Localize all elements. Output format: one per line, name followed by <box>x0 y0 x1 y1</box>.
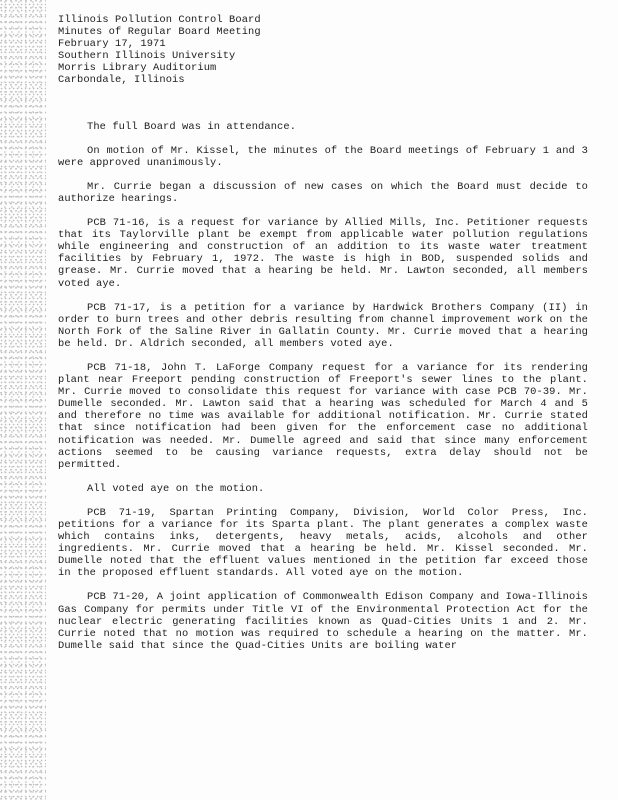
paragraph-pcb-71-20: PCB 71-20, A joint application of Commonwealth Edison Company and Iowa-Illinois Gas Company for permits under Title VI of the Environmental Protection Act for the nuclear electric generating facilities known as Quad-Cities Units 1 and 2. Mr. Currie noted that no motion was required to schedule a hearing on the matter. Mr. Dumelle said that since the Quad-Cities Units are boiling water <box>58 591 588 652</box>
paragraph-pcb-71-17: PCB 71-17, is a petition for a variance by Hardwick Brothers Company (II) in order to burn trees and other debris resulting from channel improvement work on the North Fork of the Saline River in Gallatin County. Mr. Currie moved that a hearing be held. Dr. Aldrich seconded, all members voted aye. <box>58 301 588 350</box>
minutes-text <box>58 14 588 662</box>
header-university: Southern Illinois University <box>58 50 236 63</box>
header-meeting-type: Minutes of Regular Board Meeting <box>58 26 261 39</box>
paragraph-minutes-approval: On motion of Mr. Kissel, the minutes of the Board meetings of February 1 and 3 were approved unanimously. <box>58 144 588 169</box>
document-header <box>58 14 588 87</box>
paragraph-vote: All voted aye on the motion. <box>87 482 265 495</box>
paragraph-attendance: The full Board was in attendance. <box>87 120 297 133</box>
paragraph-new-cases: Mr. Currie began a discussion of new cases on which the Board must decide to authorize hearings. <box>58 180 588 205</box>
header-city: Carbondale, Illinois <box>58 74 185 87</box>
header-location: Morris Library Auditorium <box>58 62 217 75</box>
header-board-name: Illinois Pollution Control Board <box>58 14 261 26</box>
paragraph-pcb-71-18: PCB 71-18, John T. LaForge Company request for a variance for its rendering plant near Freeport pending construction of Freeport's sewer lines to the plant. Mr. Currie moved to consolidate this request for variance with case PCB 70-39. Mr. Dumelle seconded. Mr. Lawton said that a hearing was scheduled for March 4 and 5 and therefore no time was available for additional notification. Mr. Currie stated that since notification had been given for the enforcement case no additional notification was needed. Mr. Dumelle agreed and said that since many enforcement actions seemed to be causing variance requests, extra delay should not be permitted. <box>58 361 588 471</box>
scan-edge-artifact <box>0 0 46 800</box>
paragraph-pcb-71-19: PCB 71-19, Spartan Printing Company, Division, World Color Press, Inc. petitions for a variance for its Sparta plant. The plant generates a complex waste which contains inks, detergents, heavy metals, acids, alcohols and other ingredients. Mr. Currie moved that a hearing be held. Mr. Kissel seconded. Mr. Dumelle noted that the effluent values mentioned in the petition far exceed those in the proposed effluent standards. All voted aye on the motion. <box>58 506 588 580</box>
paragraph-pcb-71-16: PCB 71-16, is a request for variance by Allied Mills, Inc. Petitioner requests that its Taylorville plant be exempt from applicable water pollution regulations while engineering and construction of an addition to its waste water treatment facilities by February 1, 1972. The waste is high in BOD, suspended solids and grease. Mr. Currie moved that a hearing be held. Mr. Lawton seconded, all members voted aye. <box>58 217 588 290</box>
header-date: February 17, 1971 <box>58 38 166 51</box>
